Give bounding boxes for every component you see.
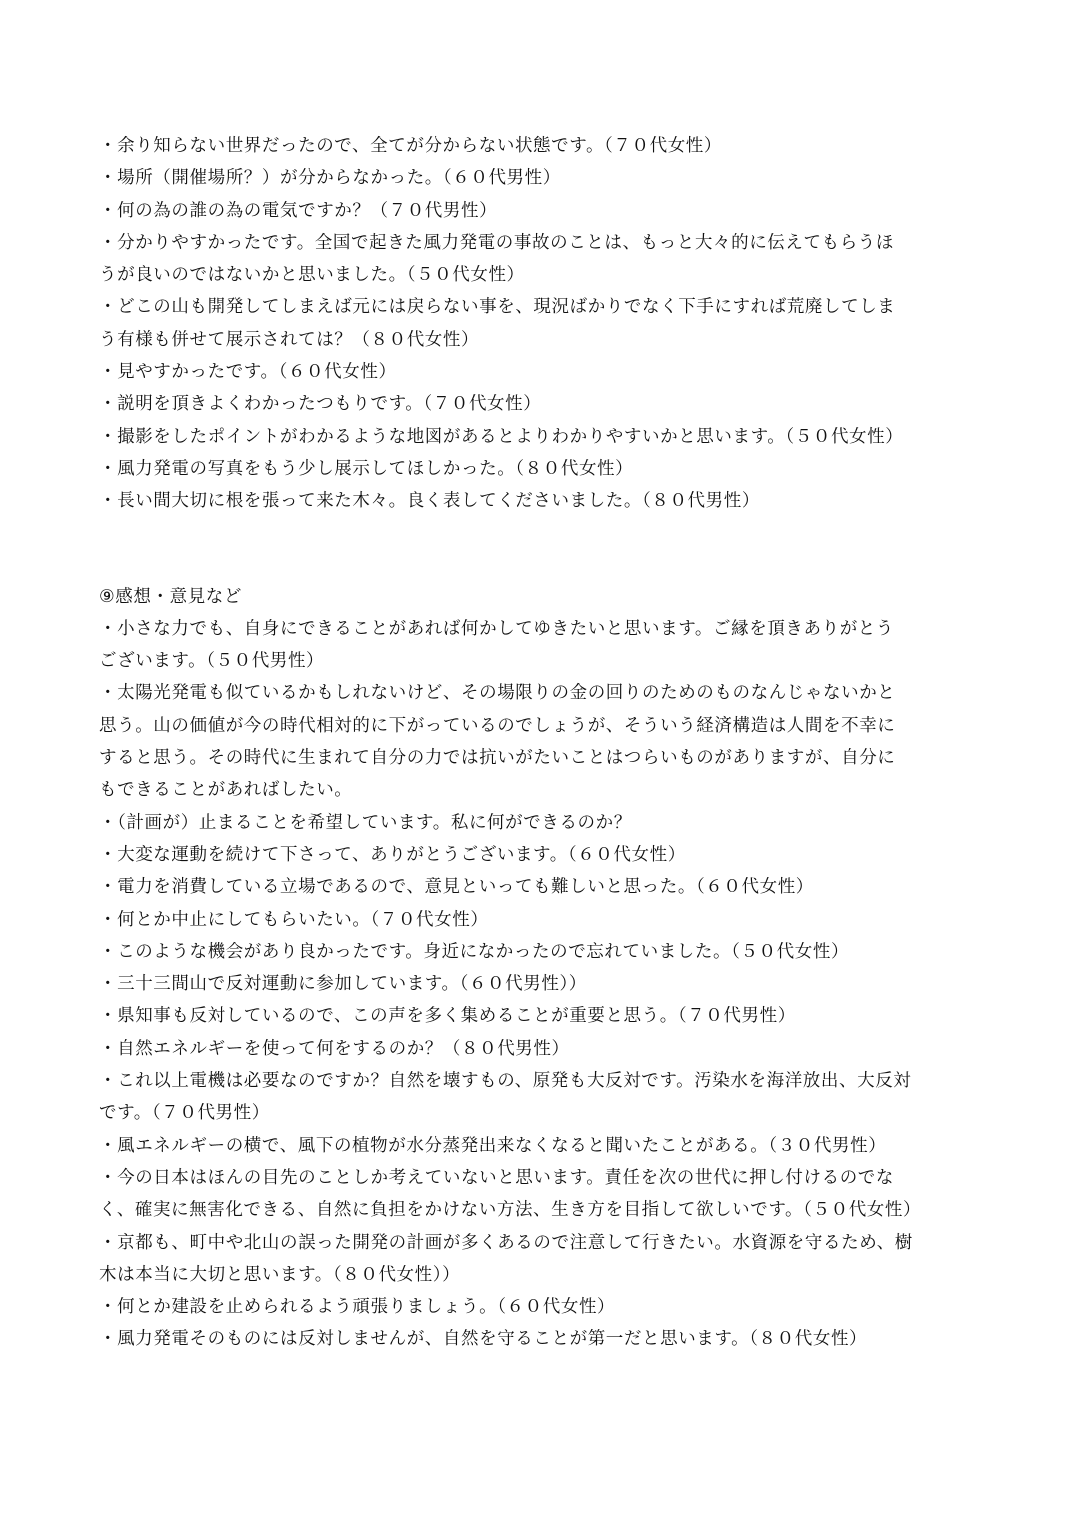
comment-line: ・県知事も反対しているので、この声を多く集めることが重要と思う。（７０代男性） <box>99 1006 796 1027</box>
comment-line: ・どこの山も開発してしまえば元には戻らない事を、現況ばかりでなく下手にすれば荒廃してしま <box>99 297 896 318</box>
comment-line: ・長い間大切に根を張って来た木々。良く表してくださいました。（８０代男性） <box>99 491 760 512</box>
comment-line: う有様も併せて展示されては？（８０代女性） <box>99 329 480 350</box>
document-body <box>99 130 979 1356</box>
comment-line: ・撮影をしたポイントがわかるような地図があるとよりわかりやすいかと思います。（５０代女性） <box>99 426 904 447</box>
comment-line: ・三十三間山で反対運動に参加しています。（６０代男性）） <box>99 974 587 995</box>
comment-line: ・今の日本はほんの目先のことしか考えていないと思います。責任を次の世代に押し付けるのでな <box>99 1167 894 1188</box>
comment-line: 木は本当に大切と思います。（８０代女性）） <box>99 1264 461 1285</box>
comment-line: ・風力発電の写真をもう少し展示してほしかった。（８０代女性） <box>99 458 634 479</box>
comment-line: ございます。（５０代男性） <box>99 651 325 672</box>
comment-line: ・分かりやすかったです。全国で起きた風力発電の事故のことは、もっと大々的に伝えてもらうほ <box>99 232 894 253</box>
section-heading: ⑨感想・意見など <box>99 586 242 607</box>
comment-line: ・大変な運動を続けて下さって、ありがとうございます。（６０代女性） <box>99 844 686 865</box>
comment-line: ・これ以上電機は必要なのですか？自然を壊すもの、原発も大反対です。汚染水を海洋放出、大反対 <box>99 1071 912 1092</box>
comment-line: ・電力を消費している立場であるので、意見といっても難しいと思った。（６０代女性） <box>99 877 814 898</box>
comment-line: ・風力発電そのものには反対しませんが、自然を守ることが第一だと思います。（８０代女性） <box>99 1329 868 1350</box>
comment-line: ・太陽光発電も似ているかもしれないけど、その場限りの金の回りのためのものなんじゃないかと <box>99 683 896 704</box>
comment-line: ・このような機会があり良かったです。身近になかったので忘れていました。（５０代女性） <box>99 941 850 962</box>
comment-line: ・自然エネルギーを使って何をするのか？（８０代男性） <box>99 1038 570 1059</box>
comment-line: ・説明を頂きよくわかったつもりです。（７０代女性） <box>99 394 542 415</box>
section-spacer <box>99 518 979 581</box>
opinions-section <box>99 581 979 1356</box>
comment-line: ・何とか建設を止められるよう頑張りましょう。（６０代女性） <box>99 1297 616 1318</box>
comment-line: ・何の為の誰の為の電気ですか？（７０代男性） <box>99 200 498 221</box>
comment-line: く、確実に無害化できる、自然に負担をかけない方法、生き方を目指して欲しいです。（５０代女性） <box>99 1200 922 1221</box>
comment-line: ・小さな力でも、自身にできることがあれば何かしてゆきたいと思います。ご縁を頂きありがとう <box>99 618 894 639</box>
comment-line: ・何とか中止にしてもらいたい。（７０代女性） <box>99 909 489 930</box>
comment-line: ・（計画が）止まることを希望しています。私に何ができるのか？ <box>99 812 632 833</box>
comment-line: すると思う。その時代に生まれて自分の力では抗いがたいことはつらいものがありますが、自分に <box>99 748 896 769</box>
comment-line: 思う。山の価値が今の時代相対的に下がっているのでしょうが、そういう経済構造は人間を不幸に <box>99 715 896 736</box>
comment-line: ・余り知らない世界だったので、全てが分からない状態です。（７０代女性） <box>99 136 722 156</box>
comment-line: ・風エネルギーの横で、風下の植物が水分蒸発出来なくなると聞いたことがある。（３０代男性） <box>99 1135 887 1156</box>
comment-line: です。（７０代男性） <box>99 1103 270 1124</box>
comment-line: ・場所（開催場所？）が分からなかった。（６０代男性） <box>99 168 561 189</box>
comment-line: もできることがあればしたい。 <box>99 780 353 801</box>
comment-line: ・京都も、町中や北山の誤った開発の計画が多くあるので注意して行きたい。水資源を守るため、樹 <box>99 1232 913 1253</box>
feedback-list-top <box>99 130 979 518</box>
comment-line: うが良いのではないかと思いました。（５０代女性） <box>99 265 525 286</box>
comment-line: ・見やすかったです。（６０代女性） <box>99 362 397 383</box>
